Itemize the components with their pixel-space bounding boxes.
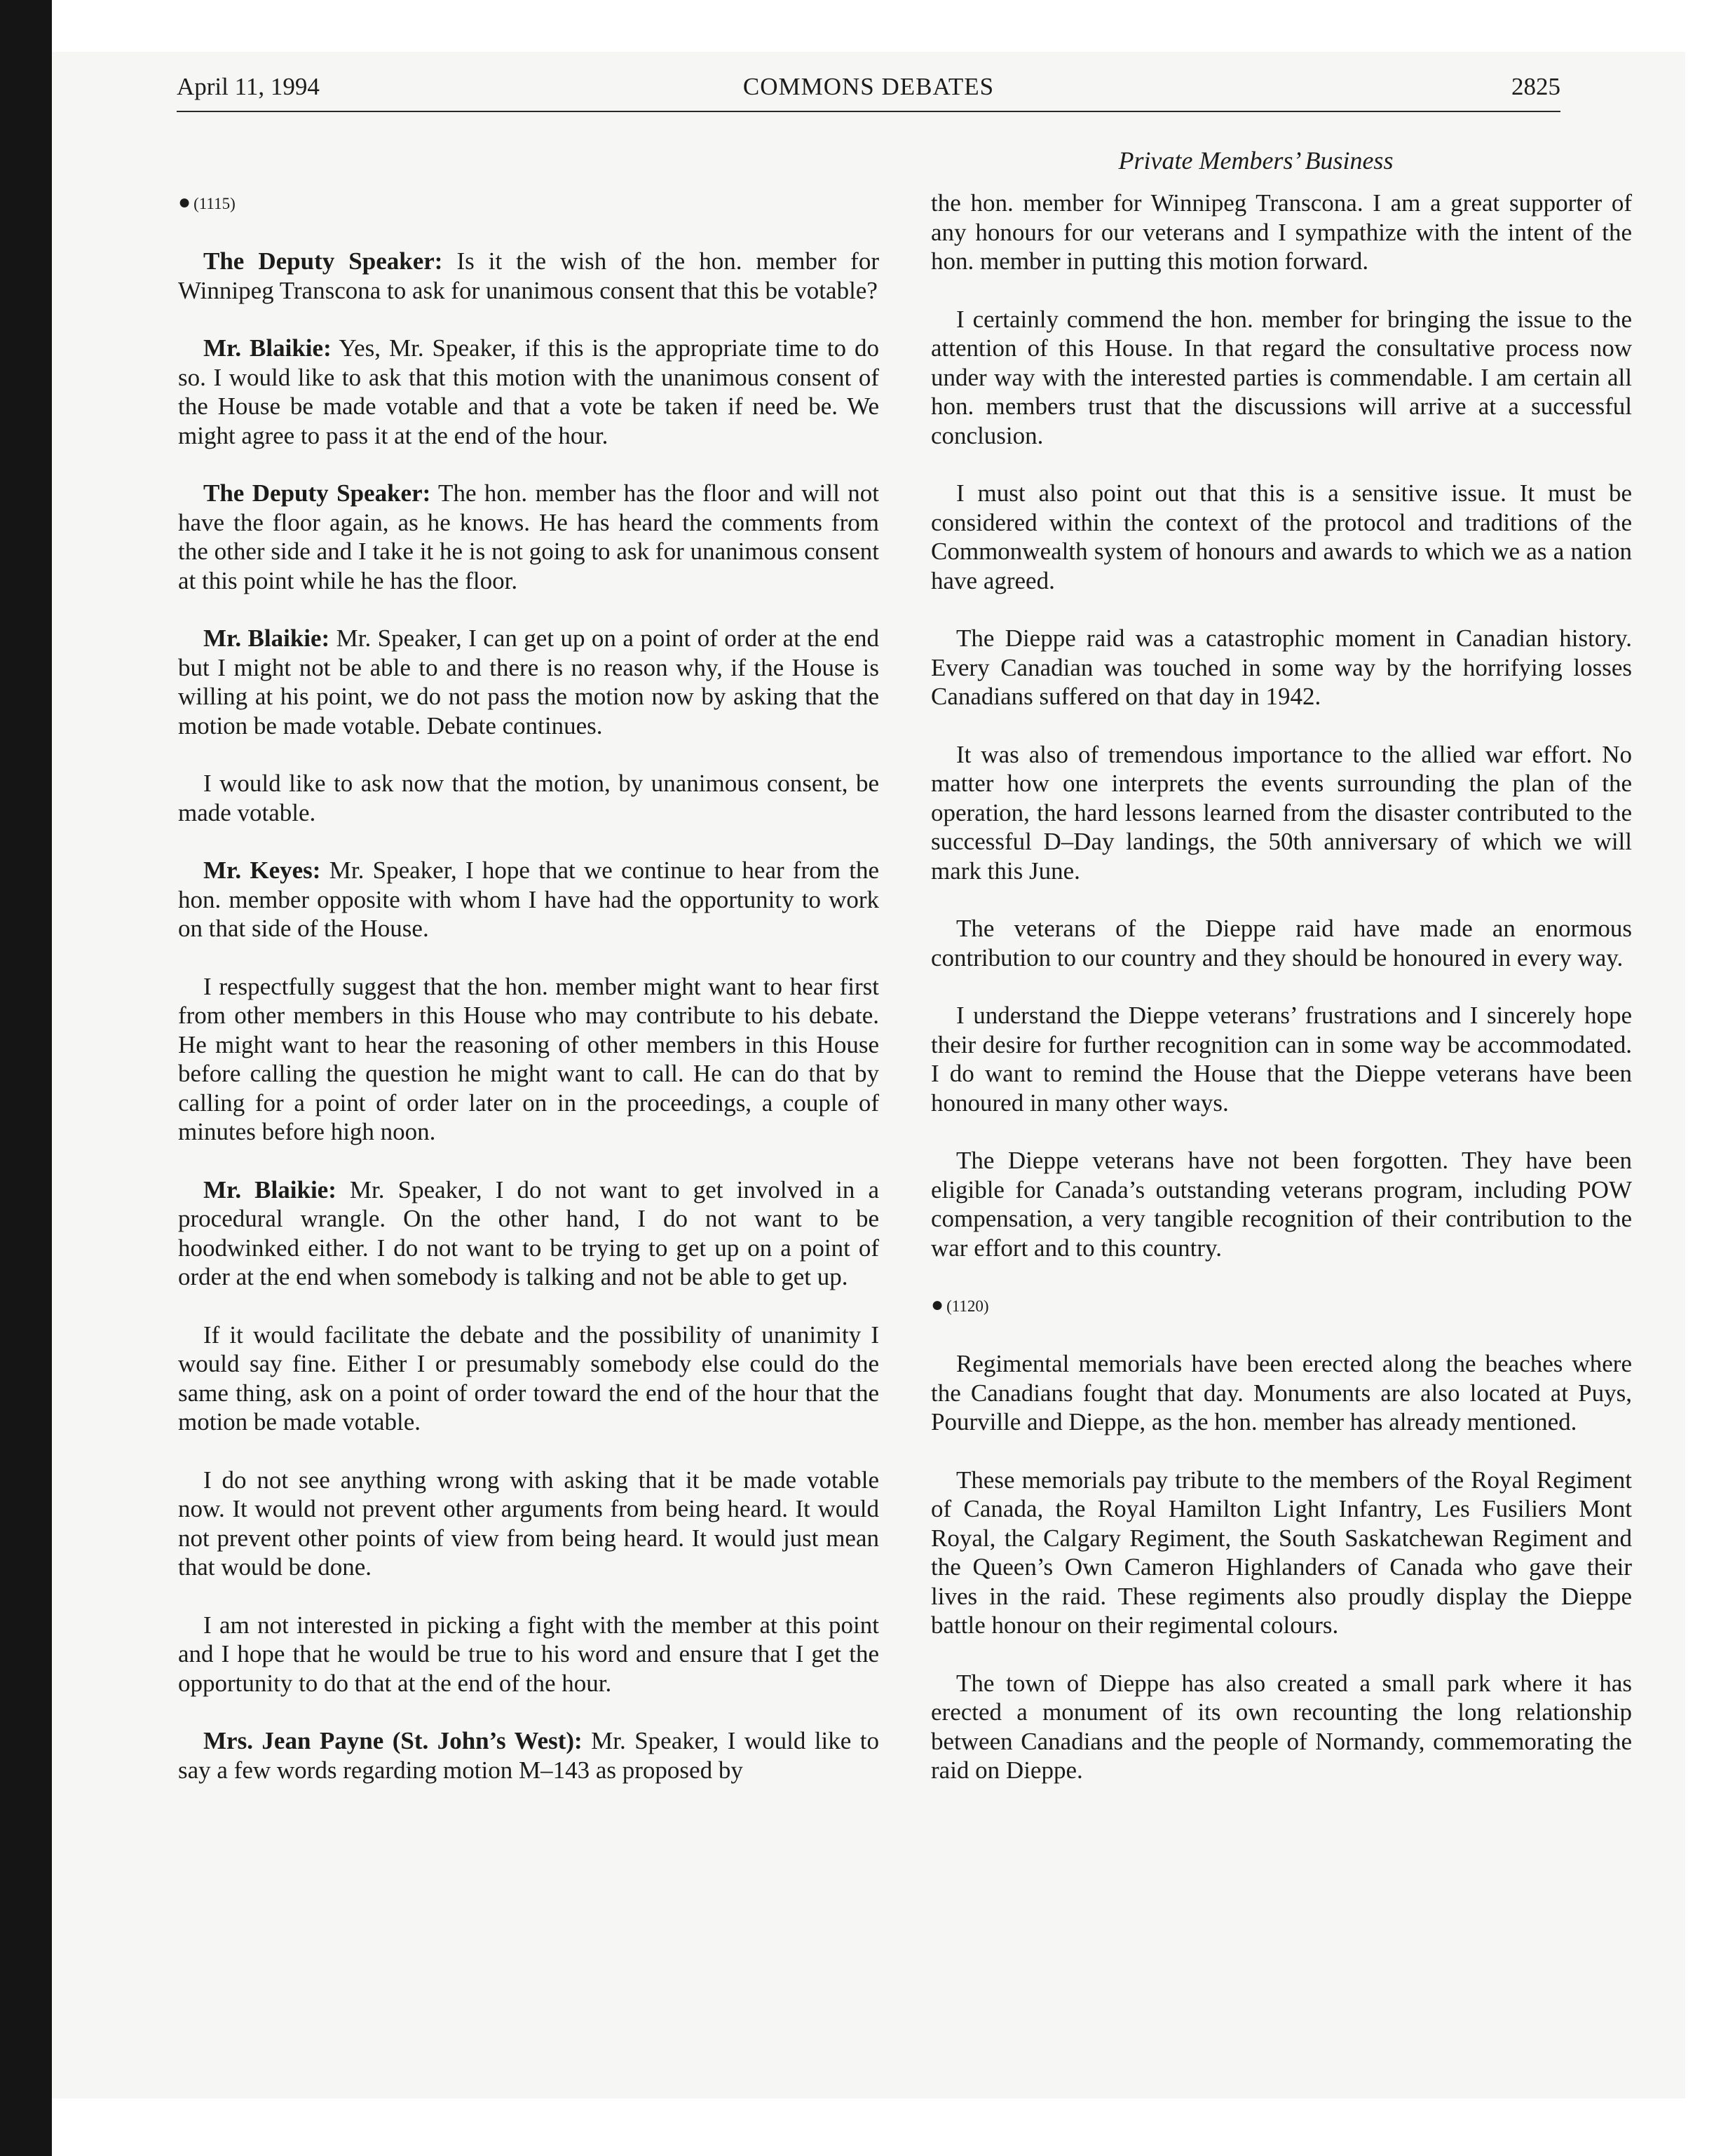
paragraph-text: I certainly commend the hon. member for bringing the issue to the attention of this House. In that regard the consultative process now under way with the interested parties is commendable. I am certain all hon. members trust that the discussions will arrive at a successful conclusion. [931,305,1632,449]
running-header [177,66,1560,108]
right-paragraphs-before [931,189,1632,1262]
paragraph-text: I respectfully suggest that the hon. member might want to hear first from other members in this House who may contribute to his debate. He might want to hear the reasoning of other members in this House before calling the question he might want to call. He can do that by calling for a point of order later on in the proceedings, a couple of minutes before high noon. [178,972,879,1145]
header-date: April 11, 1994 [177,73,320,100]
paragraph [931,1146,1632,1262]
timestamp-text: (1115) [193,195,236,212]
paragraph [178,624,879,740]
paragraph-text: Mr. Speaker, I can get up on a point of order at the end but I might not be able to and there is no reason why, if the House is willing at his point, we do not pass the motion now by asking that the motion be made votable. Debate continues. [178,625,880,739]
paragraph-text: The Dieppe raid was a catastrophic moment in Canadian history. Every Canadian was touched in some way by the horrifying losses Canadians suffered on that day in 1942. [931,625,1632,710]
timestamp-text: (1120) [946,1297,989,1315]
paragraph [931,1349,1632,1437]
document-page [52,52,1685,2099]
paragraph [178,1726,879,1785]
paragraph-text: Mr. Speaker, I do not want to get involved in a procedural wrangle. On the other hand, I do not want to be hoodwinked either. I do not want to be trying to get up on a point of order at the end when somebody is talking and not be able to get up. [178,1175,879,1290]
paragraph [931,189,1632,276]
header-rule [177,111,1560,112]
paragraph [178,1175,879,1292]
paragraph-text: These memorials pay tribute to the members of the Royal Regiment of Canada, the Royal Hamilton Light Infantry, Les Fusiliers Mont Royal, the Calgary Regiment, the South Saskatchewan Regiment and the Queen’s Own Cameron Highlanders of Canada who gave their lives in the raid. These regiments also proudly display the Dieppe battle honour on their regimental colours. [931,1466,1632,1639]
paragraph-text: I understand the Dieppe veterans’ frustrations and I sincerely hope their desire for further recognition can in some way be accommodated. I do want to remind the House that the Dieppe veterans have been honoured in many other ways. [931,1002,1632,1117]
page-number: 2825 [1511,73,1560,100]
paragraph [931,624,1632,711]
paragraph-text: The hon. member has the floor and will not have the floor again, as he knows. He has heard the comments from the other side and I take it he is not going to ask for unanimous consent at this point while he has the floor. [178,479,879,594]
paragraph-text: Yes, Mr. Speaker, if this is the appropriate time to do so. I would like to ask that this motion with the unanimous consent of the House be made votable and that a vote be taken if need be. We might agree to pass it at the end of the hour. [178,334,879,449]
paragraph-text: It was also of tremendous importance to the allied war effort. No matter how one interprets the events surrounding the plan of the operation, the hard lessons learned from the disaster contributed to the successful D–Day landings, the 50th anniversary of which we will mark this June. [931,740,1632,885]
right-paragraphs-after [931,1349,1632,1785]
speaker-name: Mr. Keyes: [203,857,321,884]
paragraph [178,856,879,943]
paragraph [178,769,879,827]
paragraph-text: Mr. Speaker, I would like to say a few words regarding motion M–143 as proposed by [178,1727,879,1784]
scan-border [0,0,52,2156]
paragraph [178,1466,879,1582]
paragraph [931,479,1632,595]
left-column [178,189,879,1813]
paragraph-text: I am not interested in picking a fight with the member at this point and I hope that he would be true to his word and ensure that I get the opportunity to do that at the end of the hour. [178,1611,879,1697]
bullet-icon: ● [178,191,191,214]
speaker-name: Mr. Blaikie: [203,1175,336,1203]
paragraph-text: Mr. Speaker, I hope that we continue to hear from the hon. member opposite with whom I have had the opportunity to work on that side of the House. [178,857,879,942]
paragraph [931,1001,1632,1117]
paragraph-text: I must also point out that this is a sensitive issue. It must be considered within the context of the protocol and traditions of the Commonwealth system of honours and awards to which we as a nation have agreed. [931,479,1632,594]
speaker-name: Mr. Blaikie: [203,625,330,652]
paragraph-text: I would like to ask now that the motion, by unanimous consent, be made votable. [178,770,879,826]
paragraph [178,479,879,595]
paragraph-text: I do not see anything wrong with asking that it be made votable now. It would not prevent other arguments from being heard. It would not prevent other points of view from being heard. It would just mean that would be done. [178,1466,879,1581]
speaker-name: Mrs. Jean Payne (St. John’s West): [203,1727,583,1754]
paragraph [931,740,1632,886]
paragraph [931,914,1632,972]
paragraph-text: The town of Dieppe has also created a small park where it has erected a monument of its own recounting the long relationship between Canadians and the people of Normandy, commemorating the raid on Dieppe. [931,1669,1632,1784]
paragraph [178,1611,879,1698]
section-title: Private Members’ Business [1118,146,1394,175]
paragraph-text: The veterans of the Dieppe raid have made an enormous contribution to our country and they should be honoured in every way. [931,915,1632,971]
timestamp [931,1291,1632,1321]
bullet-icon: ● [931,1293,944,1316]
paragraph-text: Is it the wish of the hon. member for Winnipeg Transcona to ask for unanimous consent that this be votable? [178,247,879,304]
paragraph-text: If it would facilitate the debate and the possibility of unanimity I would say fine. Either I or presumably somebody else could do the same thing, ask on a point of order toward the end of the hour that the motion be made votable. [178,1321,879,1435]
speaker-name: The Deputy Speaker: [203,247,443,275]
paragraph [178,972,879,1147]
paragraph [178,1321,879,1437]
header-title: COMMONS DEBATES [742,73,995,100]
paragraph [178,247,879,305]
paragraph [931,305,1632,451]
paragraph [931,1466,1632,1640]
right-column [931,189,1632,1814]
timestamp [178,189,879,218]
paragraph [178,334,879,450]
speaker-name: The Deputy Speaker: [203,479,431,507]
speaker-name: Mr. Blaikie: [203,334,332,362]
left-paragraphs [178,247,879,1785]
paragraph-text: the hon. member for Winnipeg Transcona. I am a great supporter of any honours for our veterans and I sympathize with the intent of the hon. member in putting this motion forward. [931,189,1632,275]
paragraph-text: The Dieppe veterans have not been forgotten. They have been eligible for Canada’s outstanding veterans program, including POW compensation, a very tangible recognition of their contribution to the war effort and to this country. [931,1147,1632,1262]
paragraph [931,1669,1632,1785]
paragraph-text: Regimental memorials have been erected along the beaches where the Canadians fought that day. Monuments are also located at Puys, Pourville and Dieppe, as the hon. member has already mentioned. [931,1350,1632,1435]
